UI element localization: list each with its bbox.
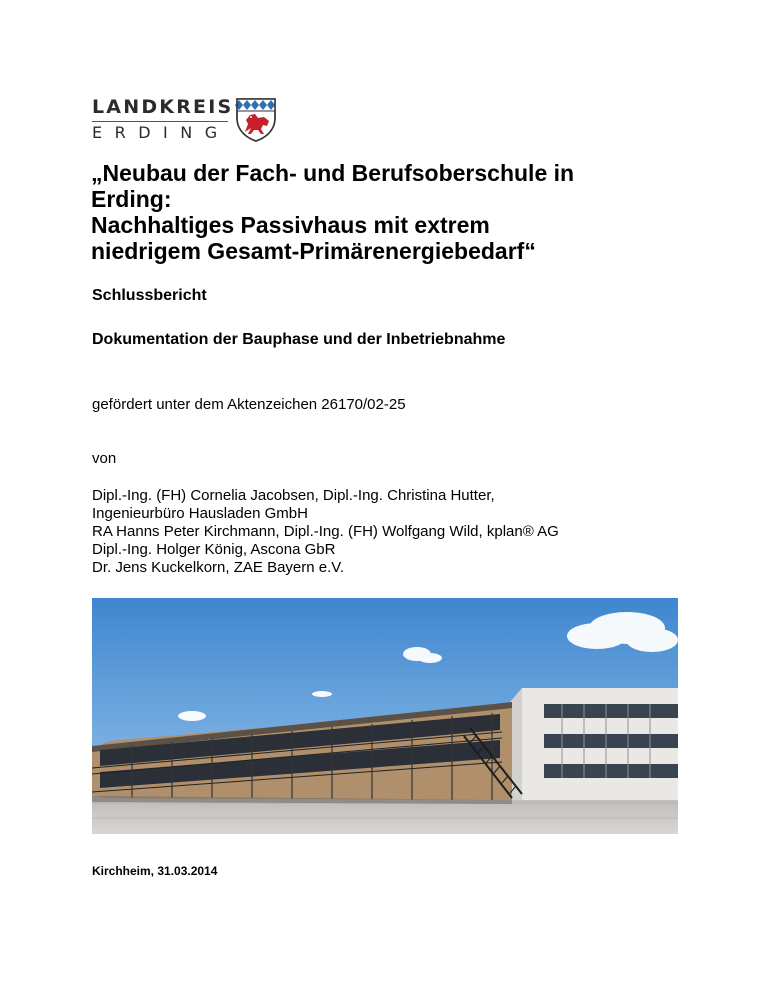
author-line: Dipl.-Ing. (FH) Cornelia Jacobsen, Dipl.-Ing. Christina Hutter, [92, 487, 495, 504]
report-title-line-2: Erding: [91, 186, 172, 212]
logo-text-landkreis: LANDKREIS [92, 96, 234, 118]
place-and-date: Kirchheim, 31.03.2014 [92, 864, 218, 878]
logo-divider [92, 121, 228, 122]
author-line: Dipl.-Ing. Holger König, Ascona GbR [92, 541, 336, 558]
report-subtitle: Dokumentation der Bauphase und der Inbetriebnahme [92, 331, 506, 348]
school-building-photo [92, 598, 678, 834]
author-list [92, 487, 559, 577]
logo-text-erding: ERDING [92, 123, 230, 142]
funding-reference: gefördert unter dem Aktenzeichen 26170/02-25 [92, 396, 406, 413]
report-title-line-4: niedrigem Gesamt-Primärenergiebedarf“ [91, 238, 536, 264]
author-line: Ingenieurbüro Hausladen GmbH [92, 505, 308, 522]
report-type: Schlussbericht [92, 287, 207, 304]
report-title-line-1: „Neubau der Fach- und Berufsoberschule in [91, 160, 575, 186]
author-line: RA Hanns Peter Kirchmann, Dipl.-Ing. (FH) Wolfgang Wild, kplan® AG [92, 523, 559, 540]
district-logo [92, 96, 282, 146]
report-title-line-3: Nachhaltiges Passivhaus mit extrem [91, 212, 490, 238]
by-label: von [92, 450, 117, 467]
report-title [91, 160, 711, 264]
author-line: Dr. Jens Kuckelkorn, ZAE Bayern e.V. [92, 559, 345, 576]
district-coat-of-arms-icon [234, 96, 278, 142]
